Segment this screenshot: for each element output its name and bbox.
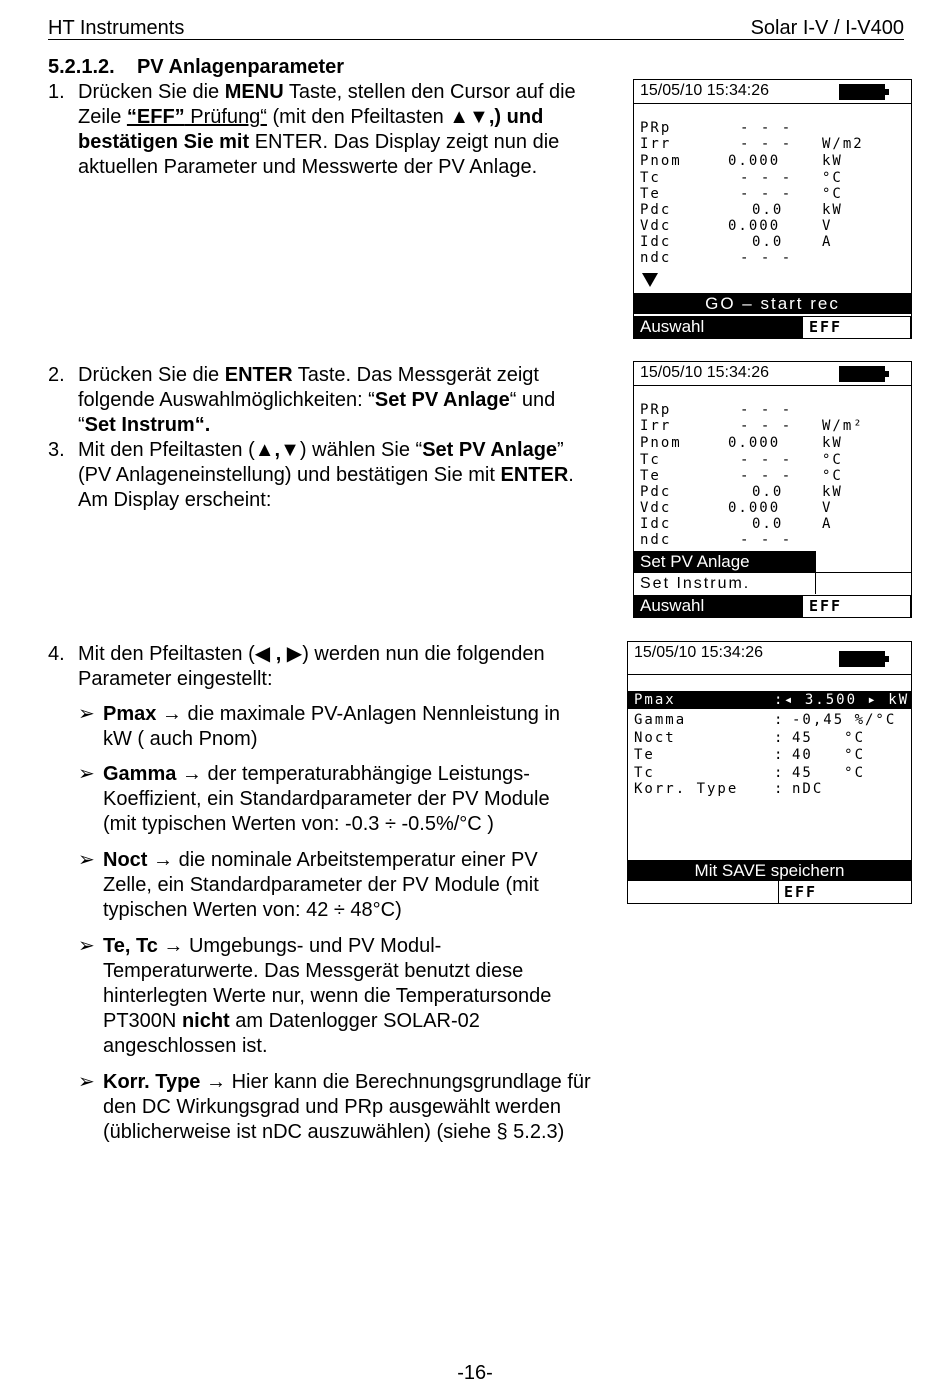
param-row-korr-type[interactable]: Korr. Type : nDC [634, 781, 824, 797]
battery-icon [839, 366, 885, 382]
display-screen-3 [627, 641, 912, 904]
header-left: HT Instruments [48, 17, 185, 39]
display-divider [778, 881, 779, 903]
display-time: 15/05/10 15:34:26 [640, 364, 770, 381]
display-row: Idc 0.0 A [640, 516, 833, 532]
display-divider [634, 385, 911, 386]
mode-eff: EFF [802, 595, 911, 618]
bullet-marker: ➢ [78, 763, 95, 785]
display-time: 15/05/10 15:34:26 [640, 82, 770, 99]
go-start-rec-bar: GO – start rec [634, 293, 911, 314]
display-time: 15/05/10 15:34:26 [634, 644, 764, 661]
section-title-text: PV Anlagenparameter [136, 56, 345, 78]
display-row: Irr - - - W/m2 [640, 136, 864, 152]
display-row: Pdc 0.0 kW [640, 484, 843, 500]
param-row-gamma[interactable]: Gamma : -0,45 %/°C [634, 712, 897, 728]
scroll-down-icon [642, 273, 658, 287]
battery-icon [839, 651, 885, 667]
display-screen-2 [633, 361, 912, 618]
display-row: Te - - - °C [640, 468, 843, 484]
step-2-number: 2. [48, 364, 65, 386]
section-title [48, 55, 344, 80]
menu-set-instrum[interactable]: Set Instrum. [634, 573, 816, 594]
step-2-text: Drücken Sie die ENTER Taste. Das Messgerät zeigt folgende Auswahlmöglichkeiten: “Set PV Anlage“ und “Set Instrum“. [78, 364, 556, 436]
display-screen-1 [633, 79, 912, 339]
display-row: Te - - - °C [640, 186, 843, 202]
bullet-marker: ➢ [78, 1071, 95, 1093]
step-1-number: 1. [48, 81, 65, 103]
auswahl-label: Auswahl [634, 316, 802, 338]
step-1-text: Drücken Sie die MENU Taste, stellen den Cursor auf die Zeile “EFF” Prüfung“ (mit den Pfeiltasten ▲▼,) und bestätigen Sie mit ENTER. Das Display zeigt nun die aktuellen Parameter und Messwerte der PV Anlage. [78, 81, 576, 178]
display-row: Tc - - - °C [640, 170, 843, 186]
bullet-marker: ➢ [78, 935, 95, 957]
header-divider [48, 39, 904, 40]
display-row: Idc 0.0 A [640, 234, 833, 250]
bullet-noct: Noct → die nominale Arbeitstemperatur einer PV Zelle, ein Standardparameter der PV Module (mit typischen Werten von: 42 ÷ 48°C) [103, 849, 539, 921]
bullet-korr-type: Korr. Type → Hier kann die Berechnungsgrundlage für den DC Wirkungsgrad und PRp ausgewählt werden (üblicherweise ist nDC auszuwählen) (siehe § 5.2.3) [103, 1071, 591, 1143]
mode-eff: EFF [784, 883, 818, 901]
display-row: PRp - - - [640, 402, 793, 418]
step-4-number: 4. [48, 643, 65, 665]
display-row: ndc - - - [640, 532, 793, 548]
page-number: -16- [457, 1362, 493, 1384]
step-3-text: Mit den Pfeiltasten (▲,▼) wählen Sie “Set PV Anlage” (PV Anlageneinstellung) und bestätigen Sie mit ENTER. Am Display erscheint: [78, 439, 574, 511]
step-3-number: 3. [48, 439, 65, 461]
display-row: Tc - - - °C [640, 452, 843, 468]
step-4-text: Mit den Pfeiltasten (◀ , ▶) werden nun die folgenden Parameter eingestellt: [78, 643, 545, 690]
display-divider [634, 103, 911, 104]
param-row-pmax[interactable]: Pmax : ◂ 3.500 ▸ kW [628, 691, 911, 709]
display-row: ndc - - - [640, 250, 793, 266]
param-row-tc[interactable]: Tc : 45 °C [634, 765, 866, 781]
display-row: Vdc 0.000 V [640, 500, 833, 516]
display-row: Irr - - - W/m² [640, 418, 864, 434]
menu-set-pv-anlage[interactable]: Set PV Anlage [634, 551, 816, 572]
bullet-marker: ➢ [78, 703, 95, 725]
param-row-noct[interactable]: Noct : 45 °C [634, 730, 866, 746]
display-row: Pnom 0.000 kW [640, 153, 843, 169]
header-right: Solar I-V / I-V400 [750, 17, 904, 39]
mode-eff: EFF [802, 316, 911, 339]
battery-icon [839, 84, 885, 100]
display-row: Pdc 0.0 kW [640, 202, 843, 218]
auswahl-label: Auswahl [634, 595, 802, 617]
section-number: 5.2.1.2. [48, 56, 115, 78]
display-divider [628, 674, 911, 675]
bullet-marker: ➢ [78, 849, 95, 871]
display-row: PRp - - - [640, 120, 793, 136]
display-row: Vdc 0.000 V [640, 218, 833, 234]
display-row: Pnom 0.000 kW [640, 435, 843, 451]
bullet-gamma: Gamma → der temperaturabhängige Leistungs- Koeffizient, ein Standardparameter der PV Module (mit typischen Werten von: -0.3 ÷ -0.5%/°C ) [103, 763, 550, 835]
bullet-te-tc: Te, Tc → Umgebungs- und PV Modul- Temperaturwerte. Das Messgerät benutzt diese hinterlegten Werte nur, wenn die Temperatursonde PT300N nicht am Datenlogger SOLAR-02 angeschlossen ist. [103, 935, 552, 1057]
save-hint-bar: Mit SAVE speichern [628, 860, 911, 881]
param-row-te[interactable]: Te : 40 °C [634, 747, 866, 763]
bullet-pmax: Pmax → die maximale PV-Anlagen Nennleistung in kW ( auch Pnom) [103, 703, 560, 750]
